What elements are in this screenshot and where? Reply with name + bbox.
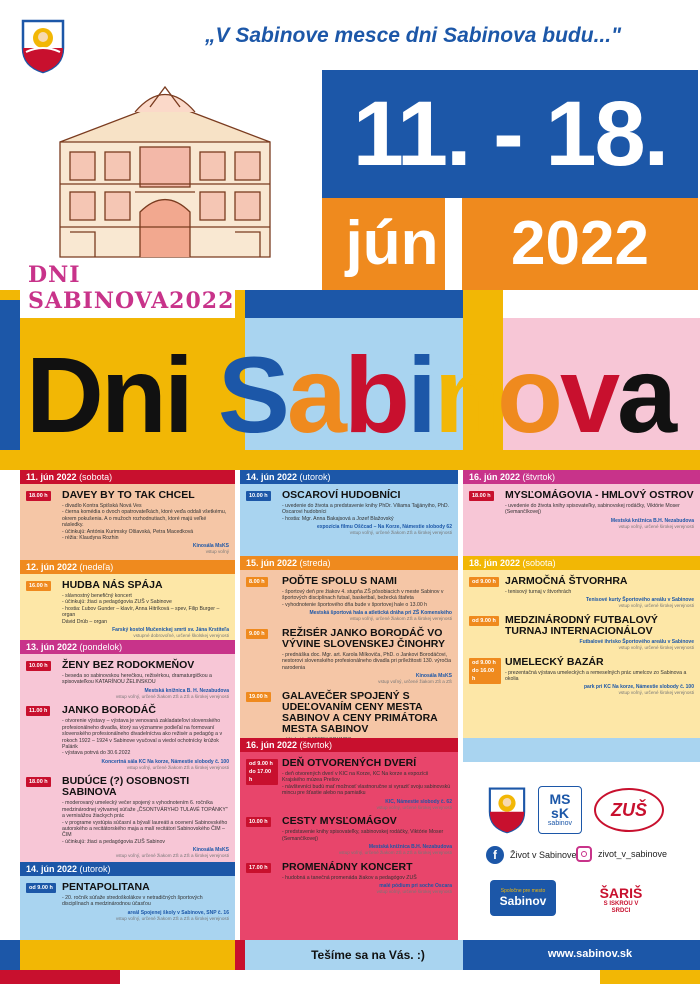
event-title: DAVEY BY TO TAK CHCEL bbox=[62, 489, 195, 501]
event-description: - športový deň pre žiakov 4. stupňa ZŠ pôsobiacich v meste Sabinov v športových disciplínach futsal, basketbal, bežecká štafeta - vyhodnotenie športového dňa bude v športovej hale o 13.00 h bbox=[282, 589, 444, 608]
day-panel-14b bbox=[20, 862, 235, 940]
event-note: vstupné dobrovoľné, určené školskej verejnosti bbox=[133, 633, 229, 639]
footer-band bbox=[20, 940, 235, 970]
day-panel-13 bbox=[20, 640, 235, 862]
event-title: ŽENY BEZ RODOKMEŇOV bbox=[62, 659, 195, 671]
event-description: - deň otvorených dverí v KIC na Korze, KC Na korze a expozícii Krajského múzea Prešov - návštevníci budú mať možnosť vlastnoručne si vyraziť svoju sabinovskú mincu pre šťastie alebo na pamiatku bbox=[282, 771, 451, 797]
event-time: 17.00 h bbox=[246, 863, 271, 873]
event-time: 18.00 h bbox=[26, 491, 51, 501]
event-item bbox=[240, 576, 458, 622]
saris-logo-text: ŠARIŠ bbox=[599, 885, 643, 901]
event-item bbox=[463, 615, 700, 651]
event-description: - 20. ročník súťaže stredoškolákov v netradičných športových disciplínach a medzinárodnou účasťou bbox=[62, 895, 203, 908]
sabinov-logo-text: Sabinov bbox=[499, 894, 547, 908]
sabinov-logo-small: Spoločne pre mesto bbox=[500, 888, 546, 894]
event-time: 10.00 h bbox=[246, 817, 271, 827]
event-venue: Farský kostol Mučeníckej smrti sv. Jána Krstiteľa bbox=[112, 627, 229, 634]
day-header: 13. jún 2022 (pondelok) bbox=[20, 640, 235, 654]
day-panel-14a bbox=[240, 470, 458, 556]
festival-year: 2022 bbox=[511, 209, 649, 278]
event-note: vstup voľný, určené žiakom ZŠ a širokej verejnosti bbox=[349, 616, 452, 622]
instagram-link[interactable] bbox=[576, 846, 667, 862]
event-description: - uvedenie do života a predstavenie knihy PhDr. Viliama Tajjányiho, PhD. Oscarovi hudobníci - hostia: Mgr. Anna Bakajsová a Jozef Blažovský bbox=[282, 503, 450, 522]
event-venue: Futbalové ihrisko Športového areálu v Sabinove bbox=[579, 639, 694, 645]
event-venue: Mestská knižnica B. H. Nezabudova bbox=[144, 687, 229, 694]
day-panel-16b bbox=[240, 738, 458, 940]
event-item bbox=[20, 580, 235, 639]
event-time: 11.00 h bbox=[26, 706, 50, 716]
event-description: - tenisový turnaj v štvorhrách bbox=[505, 589, 572, 595]
sponsor-crest-logo bbox=[486, 786, 528, 834]
event-venue: Kinosála MsKS bbox=[415, 673, 452, 680]
instagram-label: zivot_v_sabinove bbox=[598, 849, 668, 859]
event-description: - uvedenie do života knihy spisovateľky, sabinovskej rodáčky, Viktórie Moser (Semančíkovej) bbox=[505, 503, 680, 516]
event-item bbox=[240, 490, 458, 536]
festival-dates: 11. - 18. bbox=[352, 83, 668, 185]
event-title: OSCAROVÍ HUDOBNÍCI bbox=[282, 489, 401, 501]
msks-logo-line1: MS bbox=[549, 791, 571, 807]
event-title: MYSĽOMÁGOVIA - HMLOVÝ OSTROV bbox=[505, 489, 694, 501]
event-time: 18.00 h bbox=[469, 491, 494, 501]
event-time: 8.00 h bbox=[246, 577, 268, 587]
event-venue: Kinosála MsKS bbox=[192, 847, 229, 854]
color-block bbox=[463, 738, 700, 762]
day-header: 11. jún 2022 (sobota) bbox=[20, 470, 235, 484]
event-description: - prezentačná výstava umeleckých a remeselných prác umelcov zo Sabinova a okolia bbox=[505, 669, 687, 682]
footer-band bbox=[235, 940, 245, 970]
event-note: vstup voľný, určené žiakom ZŠ a širokej verejnosti bbox=[126, 764, 229, 770]
day-panel-18 bbox=[463, 556, 700, 738]
event-note: vstup voľný, určené žiakom ZŠ a ZŠ a širokej verejnosti bbox=[115, 853, 229, 859]
event-time: od 9.00 h bbox=[26, 883, 56, 893]
event-item bbox=[20, 705, 235, 770]
facebook-icon: f bbox=[486, 846, 504, 864]
event-venue: Tenisové kurty Športového areálu v Sabinove bbox=[586, 597, 694, 604]
website-link[interactable]: www.sabinov.sk bbox=[547, 948, 633, 960]
event-time: od 9.00 h do 17.00 h bbox=[246, 759, 278, 785]
event-venue: areál Spojenej školy v Sabinove, SNP č. 16 bbox=[127, 909, 229, 916]
event-item bbox=[20, 882, 235, 921]
event-description: - prednáška doc. Mgr. art. Karola Milkoviča, PhD. o Jankovi Borodáčovi, nestorovi slovenského profesionálneho divadla pri príležitosti 130. výročia narodenia bbox=[282, 651, 451, 671]
event-venue: malé pódium pri soche Oscara bbox=[379, 883, 452, 890]
festival-month: jún bbox=[345, 209, 439, 278]
event-time: 18.00 h bbox=[26, 777, 51, 787]
event-venue: expozícia filmu Oščcad – Na Korze, Námestie slobody 62 bbox=[316, 524, 452, 531]
event-item bbox=[240, 816, 458, 855]
event-item bbox=[20, 660, 235, 699]
event-item bbox=[463, 657, 700, 696]
event-title: PENTAPOLITANA bbox=[62, 881, 150, 893]
event-venue: park pri KC Na korze, Námestie slobody č. 100 bbox=[583, 684, 694, 691]
sabinov-city-logo bbox=[490, 880, 556, 916]
event-venue: Koncertná sála KC Na korze, Námestie slobody č. 100 bbox=[101, 758, 229, 765]
event-title: MEDZINÁRODNÝ FUTBALOVÝ TURNAJ INTERNACIONÁLOV bbox=[505, 614, 658, 637]
msks-logo-sub: sabinov bbox=[547, 820, 573, 827]
footer-band bbox=[0, 970, 120, 984]
event-time: 16.00 h bbox=[26, 581, 51, 591]
day-header: 16. jún 2022 (štvrtok) bbox=[240, 738, 458, 752]
saris-logo-sub: S ISKROU V SRDCI bbox=[603, 901, 639, 914]
event-item bbox=[20, 776, 235, 858]
event-note: vstup voľný, určené žiakom ZŠ a ZŠ a širokej verejnosti bbox=[115, 915, 229, 921]
zus-logo bbox=[594, 788, 664, 832]
event-item bbox=[20, 490, 235, 555]
zus-logo-text: ZUŠ bbox=[611, 799, 647, 820]
event-time: 10.00 h bbox=[26, 661, 51, 671]
msks-logo bbox=[538, 786, 582, 834]
day-panel-12 bbox=[20, 560, 235, 640]
event-time: od 9.00 h do 16.00 h bbox=[469, 658, 501, 684]
event-venue: Mestská knižnica B.H. Nezabudova bbox=[610, 517, 694, 524]
event-note: vstup voľný bbox=[205, 549, 229, 555]
event-note: vstup voľný, určené širokej verejnosti bbox=[618, 645, 694, 650]
event-time: 9.00 h bbox=[246, 629, 268, 639]
day-header: 14. jún 2022 (utorok) bbox=[20, 862, 235, 876]
event-note: vstup voľný, určené širokej verejnosti bbox=[618, 603, 694, 609]
event-title: DEŇ OTVORENÝCH DVERÍ bbox=[282, 757, 417, 769]
event-description: - moderovaný umelecký večer spojený s vyhodnotením 6. ročníka medzinárodnej výtvarnej súťaže „ČSONTVÁRYHO TULAVÉ TOPÁNKY" a vernisážou žiackych prác - v programe vystúpia súčasní a bývalí laureáti a ocenení Sabinovského autorského a recitátorského maja a malí recitátori Sabinovského ČIM – ČIM - účinkujú: žiaci a pedagógovia ZUŠ Sabinov bbox=[62, 800, 228, 845]
day-panel-16a bbox=[463, 470, 700, 556]
facebook-label: Život v Sabinove bbox=[510, 850, 577, 860]
event-title: HUDBA NÁS SPÁJA bbox=[62, 579, 163, 591]
event-note: vstup voľný, určené žiakom ZŠ a ZŠ a širokej verejnosti bbox=[338, 850, 452, 856]
day-header: 15. jún 2022 (streda) bbox=[240, 556, 458, 570]
day-header: 14. jún 2022 (utorok) bbox=[240, 470, 458, 484]
event-venue: KIC, Námestie slobody č. 62 bbox=[385, 798, 452, 805]
city-crest-logo bbox=[20, 18, 66, 74]
footer-band bbox=[600, 970, 700, 984]
event-description: - predstavenie knihy spisovateľky, sabinovskej rodáčky, Viktórie Moser (Semančíkovej) bbox=[282, 829, 444, 842]
day-header: 16. jún 2022 (štvrtok) bbox=[463, 470, 700, 484]
event-description: - divadlo Kontra Spišská Nová Ves - čierna komédia o dvoch opatrovateľkách, ktoré veďa oddali všetkému, okrem pokušenia. A o mužoch rozhodnutiach, ktoré majú veľké následky. - účinkujú: Antónia Kurimsky Olšavská, Petra Macedková - réžia: Klaudyna Rozhin bbox=[62, 503, 227, 542]
event-note: vstup voľný, určené žiakom ZŠ a širokej verejnosti bbox=[349, 530, 452, 536]
festival-logo-text: DNI SABINOVA2022 bbox=[28, 262, 235, 314]
town-hall-illustration bbox=[40, 72, 290, 262]
closing-message: Tešíme sa na Vás. :) bbox=[311, 948, 425, 962]
day-header: 18. jún 2022 (sobota) bbox=[463, 556, 700, 570]
event-note: vstup voľný, určené širokej verejnosti bbox=[376, 804, 452, 810]
event-note: vstup voľný, určené širokej verejnosti bbox=[618, 690, 694, 696]
event-venue: Mestská športová hala a atletická dráha pri ZŠ Komenského bbox=[309, 610, 452, 617]
main-title: Dni Sabinova bbox=[25, 334, 675, 455]
event-description: - beseda so sabinovskou herečkou, režisérkou, dramaturgičkou a spisovateľkou KATARÍNOU ŽELINSKOU bbox=[62, 673, 212, 686]
event-time: od 9.00 h bbox=[469, 616, 499, 626]
event-title: UMELECKÝ BAZÁR bbox=[505, 655, 604, 668]
event-title: BUDÚCE (?) OSOBNOSTI SABINOVA bbox=[62, 775, 190, 799]
event-description: - hudobná a tanečná promenáda žiakov a pedagógov ZUŠ bbox=[282, 874, 417, 881]
slogan-text: „V Sabinove mesce dni Sabinova budu..." bbox=[205, 24, 622, 47]
event-title: CESTY MYSĽOMÁGOV bbox=[282, 815, 397, 828]
event-item bbox=[240, 862, 458, 895]
event-title: JANKO BORODÁČ bbox=[62, 704, 156, 717]
event-title: REŽISÉR JANKO BORODÁČ VO VÝVINE SLOVENSKEJ ČINOHRY bbox=[282, 626, 445, 650]
event-item bbox=[240, 758, 458, 810]
event-title: JARMOČNÁ ŠTVORHRA bbox=[505, 575, 628, 587]
event-note: vstup voľný, určené širokej verejnosti bbox=[376, 889, 452, 895]
instagram-icon bbox=[576, 846, 592, 862]
event-venue: Kinosála MsKS bbox=[192, 543, 229, 550]
event-title: PROMENÁDNY KONCERT bbox=[282, 860, 413, 873]
saris-logo bbox=[586, 872, 656, 928]
event-description: - otvorenie výstavy – výstava je venovaná zakladateľovi slovenského profesionálneho divadla, ktorý sa významne podieľal na formovaní slovenského profesionálneho divadelníctva ako režisér a pedagóg a v rokoch 1922 – 1924 v Sabinove vyučoval a viedol ochotnícky krúžok Palárik - výstava potrvá do 30.6.2022 bbox=[62, 718, 223, 757]
day-panel-11 bbox=[20, 470, 235, 560]
day-header: 12. jún 2022 (nedeľa) bbox=[20, 560, 235, 574]
facebook-link[interactable] bbox=[486, 846, 577, 864]
event-note: vstup voľný, určené žiakom ZŠ a ZŠ a širokej verejnosti bbox=[115, 693, 229, 699]
event-note: vstup voľný, určené širokej verejnosti bbox=[618, 523, 694, 529]
event-item bbox=[463, 576, 700, 609]
event-time: od 9.00 h bbox=[469, 577, 499, 587]
event-title: GALAVEČER SPOJENÝ S UDEĽOVANÍM CENY MESTA SABINOV A CENY PRIMÁTORA MESTA SABINOV bbox=[282, 689, 438, 735]
event-item bbox=[463, 490, 700, 529]
event-time: 10.00 h bbox=[246, 491, 271, 501]
color-block bbox=[245, 290, 463, 318]
event-venue: Mestská knižnica B.H. Nezabudova bbox=[368, 844, 452, 851]
event-item bbox=[240, 628, 458, 685]
event-time: 19.00 h bbox=[246, 692, 271, 702]
event-title: POĎTE SPOLU S NAMI bbox=[282, 575, 397, 587]
event-description: - slávnostný benefičný koncert - účinkujú: žiaci a pedagógovia ZUŠ v Sabinove - hostia: Ľubov Gunder – klavír, Anna Hitríková – spev, Filip Burger – organ Dávid Drúb – organ bbox=[62, 593, 220, 625]
day-panel-15 bbox=[240, 556, 458, 738]
msks-logo-line2: sK bbox=[551, 805, 569, 821]
footer-band bbox=[0, 940, 20, 970]
event-note: vstup voľný, určené žiakom ZŠ a ZŠ bbox=[378, 679, 452, 685]
